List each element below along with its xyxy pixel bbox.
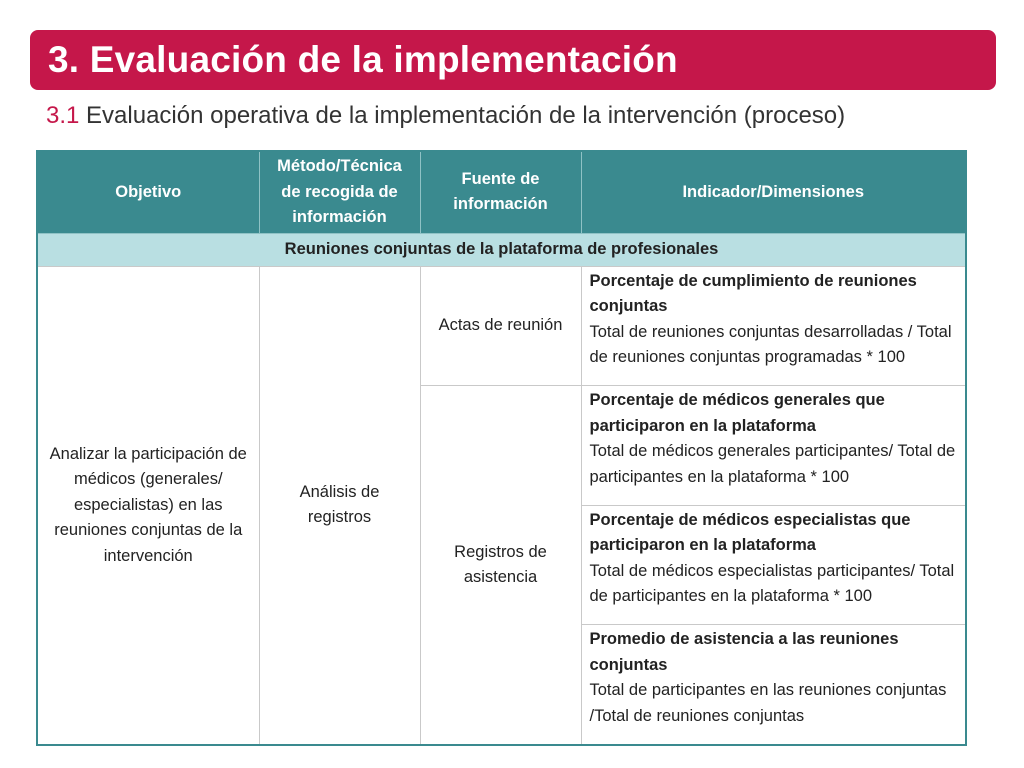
indicator-cell (581, 386, 966, 506)
column-header-objective: Objetivo (37, 151, 259, 233)
section-subtitle (46, 102, 845, 130)
objective-cell: Analizar la participación de médicos (generales/ especialistas) en las reuniones conjuntas de la intervención (37, 266, 259, 745)
indicator-formula: Total de reuniones conjuntas desarrolladas / Total de reuniones conjuntas programadas * 100 (589, 322, 952, 366)
subtitle-number: 3.1 (46, 102, 80, 129)
column-header-indicator: Indicador/Dimensiones (581, 151, 966, 233)
indicator-cell (581, 505, 966, 625)
column-header-method: Método/Técnica de recogida de información (259, 151, 420, 233)
title-banner (30, 30, 996, 90)
section-label: Reuniones conjuntas de la plataforma de profesionales (37, 233, 966, 266)
indicator-formula: Total de médicos generales participantes/ Total de participantes en la plataforma * 100 (589, 442, 956, 486)
table-row (37, 266, 966, 386)
subtitle-text: Evaluación operativa de la implementación de la intervención (proceso) (86, 102, 846, 129)
table-header-row (37, 151, 966, 233)
indicator-formula: Total de médicos especialistas participantes/ Total de participantes en la plataforma * 100 (589, 561, 955, 606)
indicator-cell (581, 266, 966, 386)
indicator-cell (581, 625, 966, 745)
source-cell-attendance: Registros de asistencia (420, 386, 581, 745)
section-row (37, 233, 966, 266)
page-title: 3. Evaluación de la implementación (48, 39, 678, 80)
indicator-name: Porcentaje de médicos especialistas que participaron en la plataforma (589, 510, 911, 555)
indicator-name: Promedio de asistencia a las reuniones conjuntas (589, 630, 899, 674)
indicator-name: Porcentaje de médicos generales que participaron en la plataforma (589, 391, 885, 435)
method-cell: Análisis de registros (259, 266, 420, 745)
indicator-name: Porcentaje de cumplimiento de reuniones conjuntas (589, 271, 917, 315)
source-cell-minutes: Actas de reunión (420, 266, 581, 386)
indicator-formula: Total de participantes en las reuniones conjuntas /Total de reuniones conjuntas (589, 681, 947, 725)
column-header-source: Fuente de información (420, 151, 581, 233)
evaluation-table (36, 150, 967, 746)
